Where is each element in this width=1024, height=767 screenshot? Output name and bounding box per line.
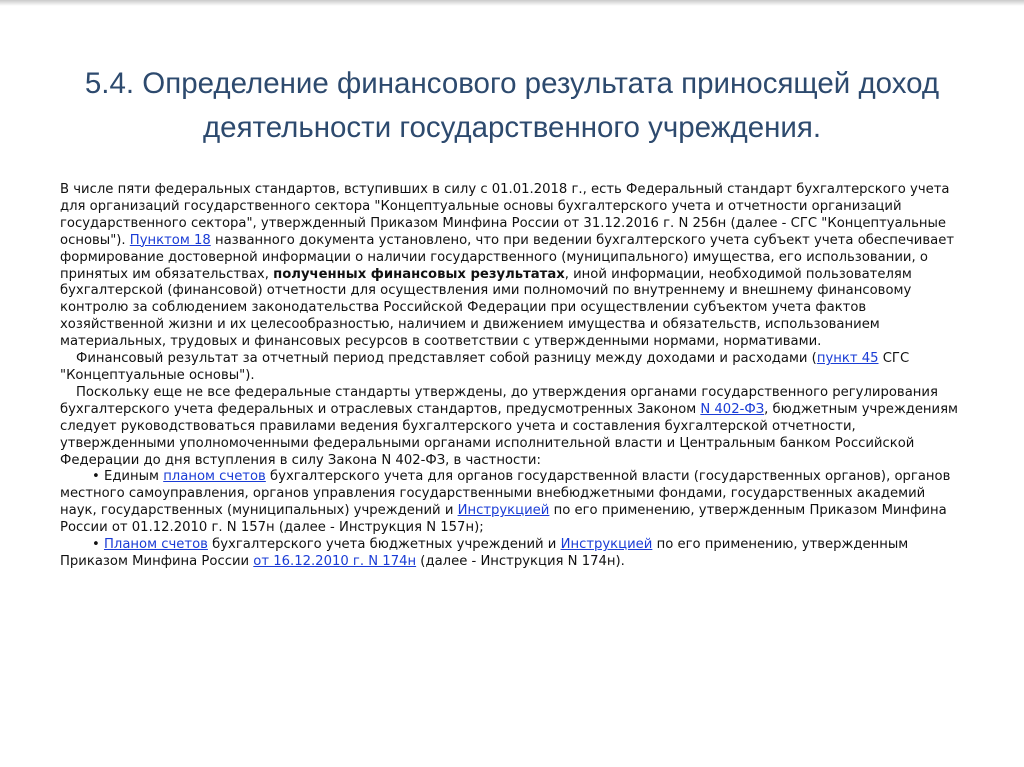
link-instruktsiya-174n[interactable]: Инструкцией — [560, 537, 653, 553]
paragraph-concept-framework — [60, 182, 964, 351]
link-punkt-18[interactable]: Пунктом 18 — [129, 232, 211, 248]
p3-text-1: Поскольку еще не все федеральные стандарты утверждены, до утверждения органами государственного регулирования бухгалтерского учета федеральных и отраслевых стандартов, предусмотренных Законом — [60, 384, 938, 417]
link-punkt-45[interactable]: пункт 45 — [816, 351, 879, 367]
paragraph-standards-pending — [60, 385, 964, 470]
slide-title: 5.4. Определение финансового результата приносящей доход деятельности государственного учреждения. — [84, 67, 940, 144]
bullet-item-157n — [60, 469, 964, 537]
bullet-item-174n — [60, 537, 964, 571]
p1-bold-financial-results: полученных финансовых результатах — [273, 266, 565, 282]
link-plan-schetov-budget[interactable]: Планом счетов — [103, 537, 208, 553]
link-order-174n[interactable]: от 16.12.2010 г. N 174н — [253, 553, 417, 569]
link-instruktsiya-157n[interactable]: Инструкцией — [457, 503, 550, 519]
b2-text-2: по его применению, утвержденным Приказом Минфина России — [60, 537, 909, 569]
p1-text-1: В числе пяти федеральных стандартов, вступивших в силу с 01.01.2018 г., есть Федеральный стандарт бухгалтерского учета для организаций государственного сектора "Концептуальные основы бухгалтерского учета и отчетности организаций государственного сектора", утвержденный Приказом Минфина России от 31.12.2016 г. N 256н (далее - СГС "Концептуальные основы"). — [60, 182, 950, 248]
paragraph-financial-result — [60, 351, 964, 385]
p3-text-2: , бюджетным учреждениям следует руководствоваться правилами ведения бухгалтерского учета и составления бухгалтерской отчетности, утвержденными уполномоченными федеральными органами исполнительной власти и Центральным банком Российской Федерации до дня вступления в силу Закона N 402-ФЗ, в частности: — [60, 401, 959, 468]
p1-text-3: , иной информации, необходимой пользователям бухгалтерской (финансовой) отчетности для осуществления ими полномочий по внутреннему и внешнему финансовому контролю за соблюдением законодательства Российской Федерации при осуществлении субъектом учета фактов хозяйственной жизни и их целесообразностью, наличием и движением имущества и обязательств, использованием материальных, трудовых и финансовых ресурсов в соответствии с утвержденными нормами, нормативами. — [60, 266, 912, 350]
b2-text-3: (далее - Инструкция N 174н). — [416, 553, 625, 569]
b1-text-1: Единым — [103, 469, 164, 485]
p2-text-2: СГС "Концептуальные основы"). — [60, 351, 910, 383]
link-law-402-fz[interactable]: N 402-ФЗ — [700, 401, 765, 417]
p2-text-1: Финансовый результат за отчетный период представляет собой разницу между доходами и расходами ( — [76, 351, 817, 367]
link-plan-schetov[interactable]: планом счетов — [163, 469, 266, 485]
p1-text-2: названного документа установлено, что при ведении бухгалтерского учета субъект учета обеспечивает формирование достоверной информации о наличии государственного (муниципального) имущества, его использовании, о принятых им обязательствах, — [60, 232, 955, 282]
top-edge-shadow — [0, 0, 1024, 6]
b1-text-2: бухгалтерского учета для органов государственной власти (государственных органов), органов местного самоуправления, органов управления государственными внебюджетными фондами, государственных академий наук, государственных (муниципальных) учреждений и — [60, 469, 951, 519]
slide-body — [60, 182, 964, 571]
bullet-icon: • — [92, 469, 100, 485]
b1-text-3: по его применению, утвержденным Приказом Минфина России от 01.12.2010 г. N 157н (далее - Инструкция N 157н); — [60, 503, 947, 536]
b2-text-1: бухгалтерского учета бюджетных учреждений и — [207, 537, 561, 553]
bullet-icon: • — [92, 537, 100, 553]
